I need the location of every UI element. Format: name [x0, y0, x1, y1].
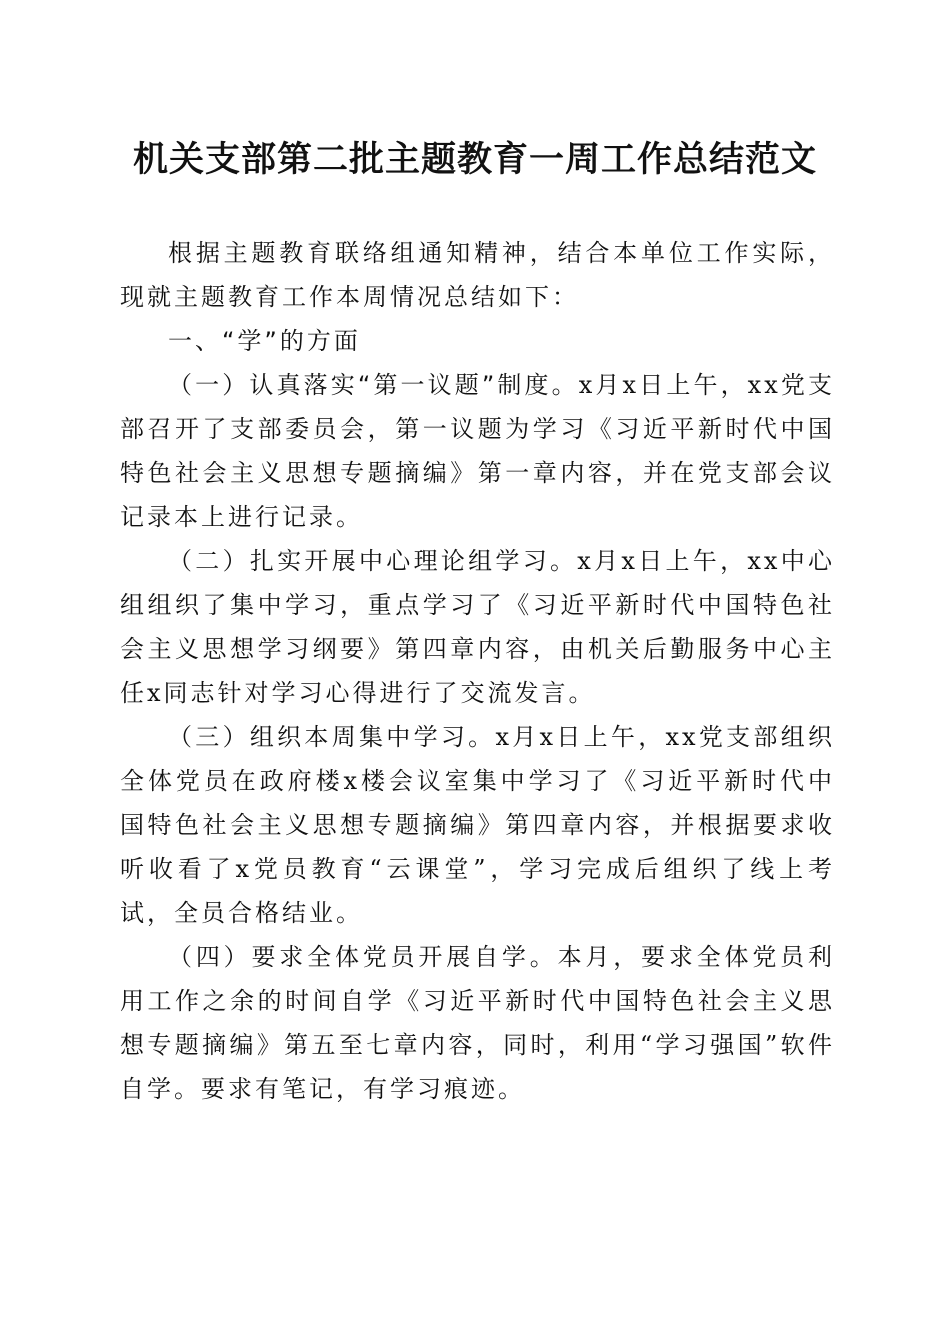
item-subtitle: （一）认真落实“第一议题”制度。	[168, 371, 579, 399]
section-heading: 一、“学”的方面	[168, 327, 361, 355]
document-body	[120, 231, 835, 1111]
item-text: x月x日上午，xx中心组组织了集中学习，重点学习了《习近平新时代中国特色社会主义思想学习纲要》第四章内容，由机关后勤服务中心主任x同志针对学习心得进行了交流发言。	[120, 547, 836, 707]
item-text: x月x日上午，xx党支部召开了支部委员会，第一议题为学习《习近平新时代中国特色社会主义思想专题摘编》第一章内容，并在党支部会议记录本上进行记录。	[120, 371, 835, 531]
item-paragraph	[120, 935, 835, 1111]
item-subtitle: （三）组织本周集中学习。	[168, 723, 496, 751]
item-text: x月x日上午，xx党支部组织全体党员在政府楼x楼会议室集中学习了《习近平新时代中国特色社会主义思想专题摘编》第四章内容，并根据要求收听收看了x党员教育“云课堂”，学习完成后组织了线上考试，全员合格结业。	[120, 723, 836, 927]
item-text: 本月，要求全体党员利用工作之余的时间自学《习近平新时代中国特色社会主义思想专题摘编》第五至七章内容，同时，利用“学习强国”软件自学。要求有笔记，有学习痕迹。	[120, 943, 836, 1103]
item-subtitle: （四）要求全体党员开展自学。	[168, 943, 558, 971]
item-subtitle: （二）扎实开展中心理论组学习。	[168, 547, 578, 575]
item-paragraph	[120, 715, 835, 935]
item-paragraph	[120, 539, 835, 715]
document-title: 机关支部第二批主题教育一周工作总结范文	[132, 139, 817, 180]
item-paragraph	[120, 363, 835, 539]
intro-paragraph: 根据主题教育联络组通知精神，结合本单位工作实际，现就主题教育工作本周情况总结如下：	[120, 239, 835, 311]
